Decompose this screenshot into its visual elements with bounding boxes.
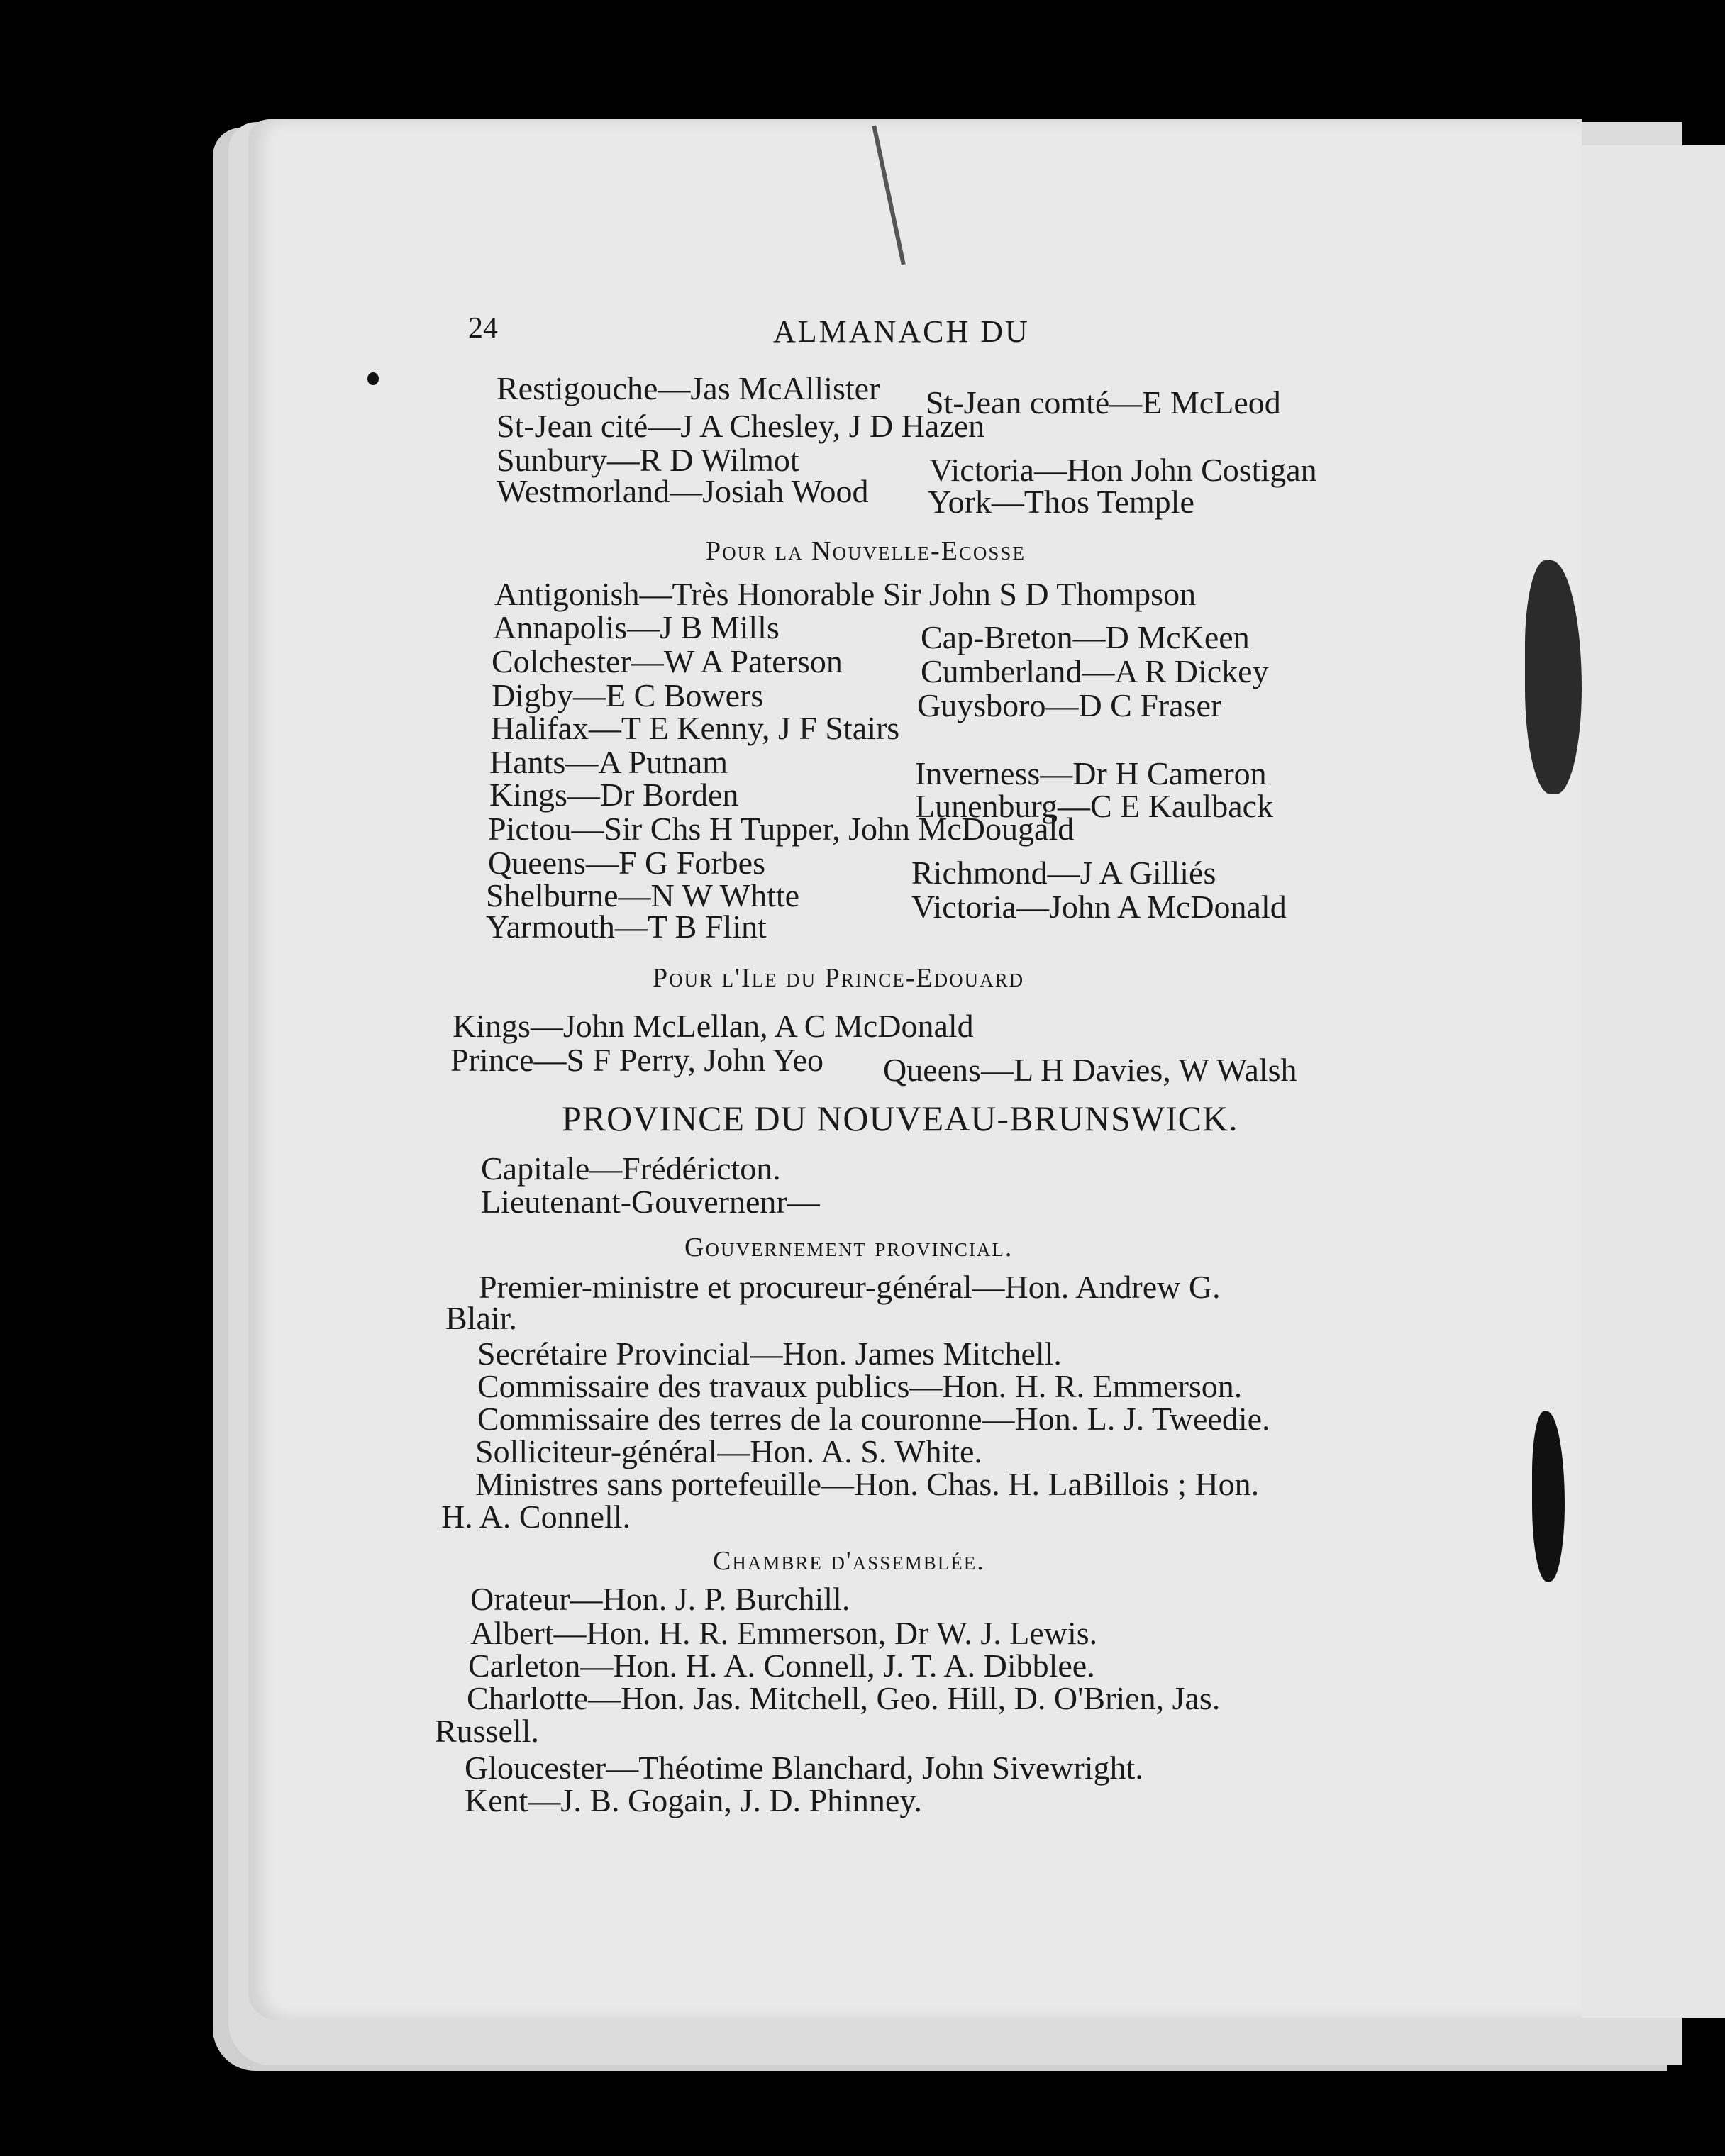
gov-line: H. A. Connell. <box>441 1499 631 1535</box>
chambre-line: Orateur—Hon. J. P. Burchill. <box>470 1581 850 1617</box>
member-line: Lunenburg—C E Kaulback <box>915 788 1274 824</box>
member-line: Shelburne—N W Whtte <box>486 877 800 913</box>
member-line: Restigouche—Jas McAllister <box>497 370 880 406</box>
province-heading: PROVINCE DU NOUVEAU-BRUNSWICK. <box>562 1099 1238 1138</box>
gov-line: Ministres sans portefeuille—Hon. Chas. H. LaBillois ; Hon. <box>475 1466 1260 1502</box>
lieutenant-line: Lieutenant-Gouvernenr— <box>481 1184 820 1220</box>
member-line: Queens—L H Davies, W Walsh <box>883 1052 1297 1088</box>
page-number: 24 <box>468 312 498 345</box>
member-line: Richmond—J A Gilliés <box>911 855 1216 891</box>
chambre-line: Charlotte—Hon. Jas. Mitchell, Geo. Hill, D. O'Brien, Jas. <box>467 1680 1221 1716</box>
member-line: Yarmouth—T B Flint <box>486 908 767 945</box>
section-heading-pei: Pour l'Ile du Prince-Edouard <box>653 963 1025 993</box>
section-heading-chambre: Chambre d'assemblée. <box>713 1546 985 1576</box>
gov-line: Blair. <box>445 1300 517 1336</box>
chambre-line: Russell. <box>435 1713 539 1749</box>
member-line: Colchester—W A Paterson <box>492 643 843 679</box>
member-line: Victoria—John A McDonald <box>911 889 1287 925</box>
member-line: Queens—F G Forbes <box>488 845 765 881</box>
member-line: Antigonish—Très Honorable Sir John S D Thompson <box>494 576 1197 612</box>
member-line: Westmorland—Josiah Wood <box>497 473 869 509</box>
member-line: Pictou—Sir Chs H Tupper, John McDougald <box>488 811 1075 847</box>
member-line: Sunbury—R D Wilmot <box>497 442 799 478</box>
gov-line: Commissaire des terres de la couronne—Hon. L. J. Tweedie. <box>477 1401 1270 1437</box>
section-heading-gov: Gouvernement provincial. <box>684 1233 1014 1262</box>
chambre-line: Albert—Hon. H. R. Emmerson, Dr W. J. Lewis. <box>470 1615 1098 1651</box>
gov-line: Premier-ministre et procureur-général—Hon. Andrew G. <box>479 1269 1221 1305</box>
capitale-line: Capitale—Frédéricton. <box>481 1150 781 1187</box>
member-line: Kings—Dr Borden <box>489 777 739 813</box>
member-line: Inverness—Dr H Cameron <box>915 755 1267 791</box>
member-line: St-Jean cité—J A Chesley, J D Hazen <box>497 408 985 444</box>
chambre-line: Carleton—Hon. H. A. Connell, J. T. A. Dibblee. <box>468 1647 1095 1684</box>
member-line: Guysboro—D C Fraser <box>917 687 1222 723</box>
chambre-line: Gloucester—Théotime Blanchard, John Sivewright. <box>465 1750 1143 1786</box>
member-line: Cap-Breton—D McKeen <box>921 619 1250 655</box>
member-line: Halifax—T E Kenny, J F Stairs <box>491 710 900 746</box>
member-line: York—Thos Temple <box>928 484 1194 520</box>
member-line: Victoria—Hon John Costigan <box>929 452 1317 488</box>
facing-page-edge <box>1564 145 1725 2018</box>
member-line: St-Jean comté—E McLeod <box>926 384 1281 421</box>
ink-dot <box>367 372 379 385</box>
gov-line: Commissaire des travaux publics—Hon. H. R. Emmerson. <box>477 1368 1243 1404</box>
gov-line: Solliciteur-général—Hon. A. S. White. <box>475 1433 982 1469</box>
section-heading-ns: Pour la Nouvelle-Ecosse <box>706 536 1026 566</box>
chambre-line: Kent—J. B. Gogain, J. D. Phinney. <box>465 1782 922 1818</box>
gov-line: Secrétaire Provincial—Hon. James Mitchell. <box>477 1335 1062 1372</box>
running-head: ALMANACH DU <box>773 314 1030 349</box>
member-line: Digby—E C Bowers <box>492 677 764 713</box>
member-line: Cumberland—A R Dickey <box>921 653 1269 689</box>
member-line: Hants—A Putnam <box>489 744 728 780</box>
member-line: Annapolis—J B Mills <box>493 609 780 645</box>
member-line: Kings—John McLellan, A C McDonald <box>453 1008 974 1044</box>
member-line: Prince—S F Perry, John Yeo <box>450 1042 824 1078</box>
